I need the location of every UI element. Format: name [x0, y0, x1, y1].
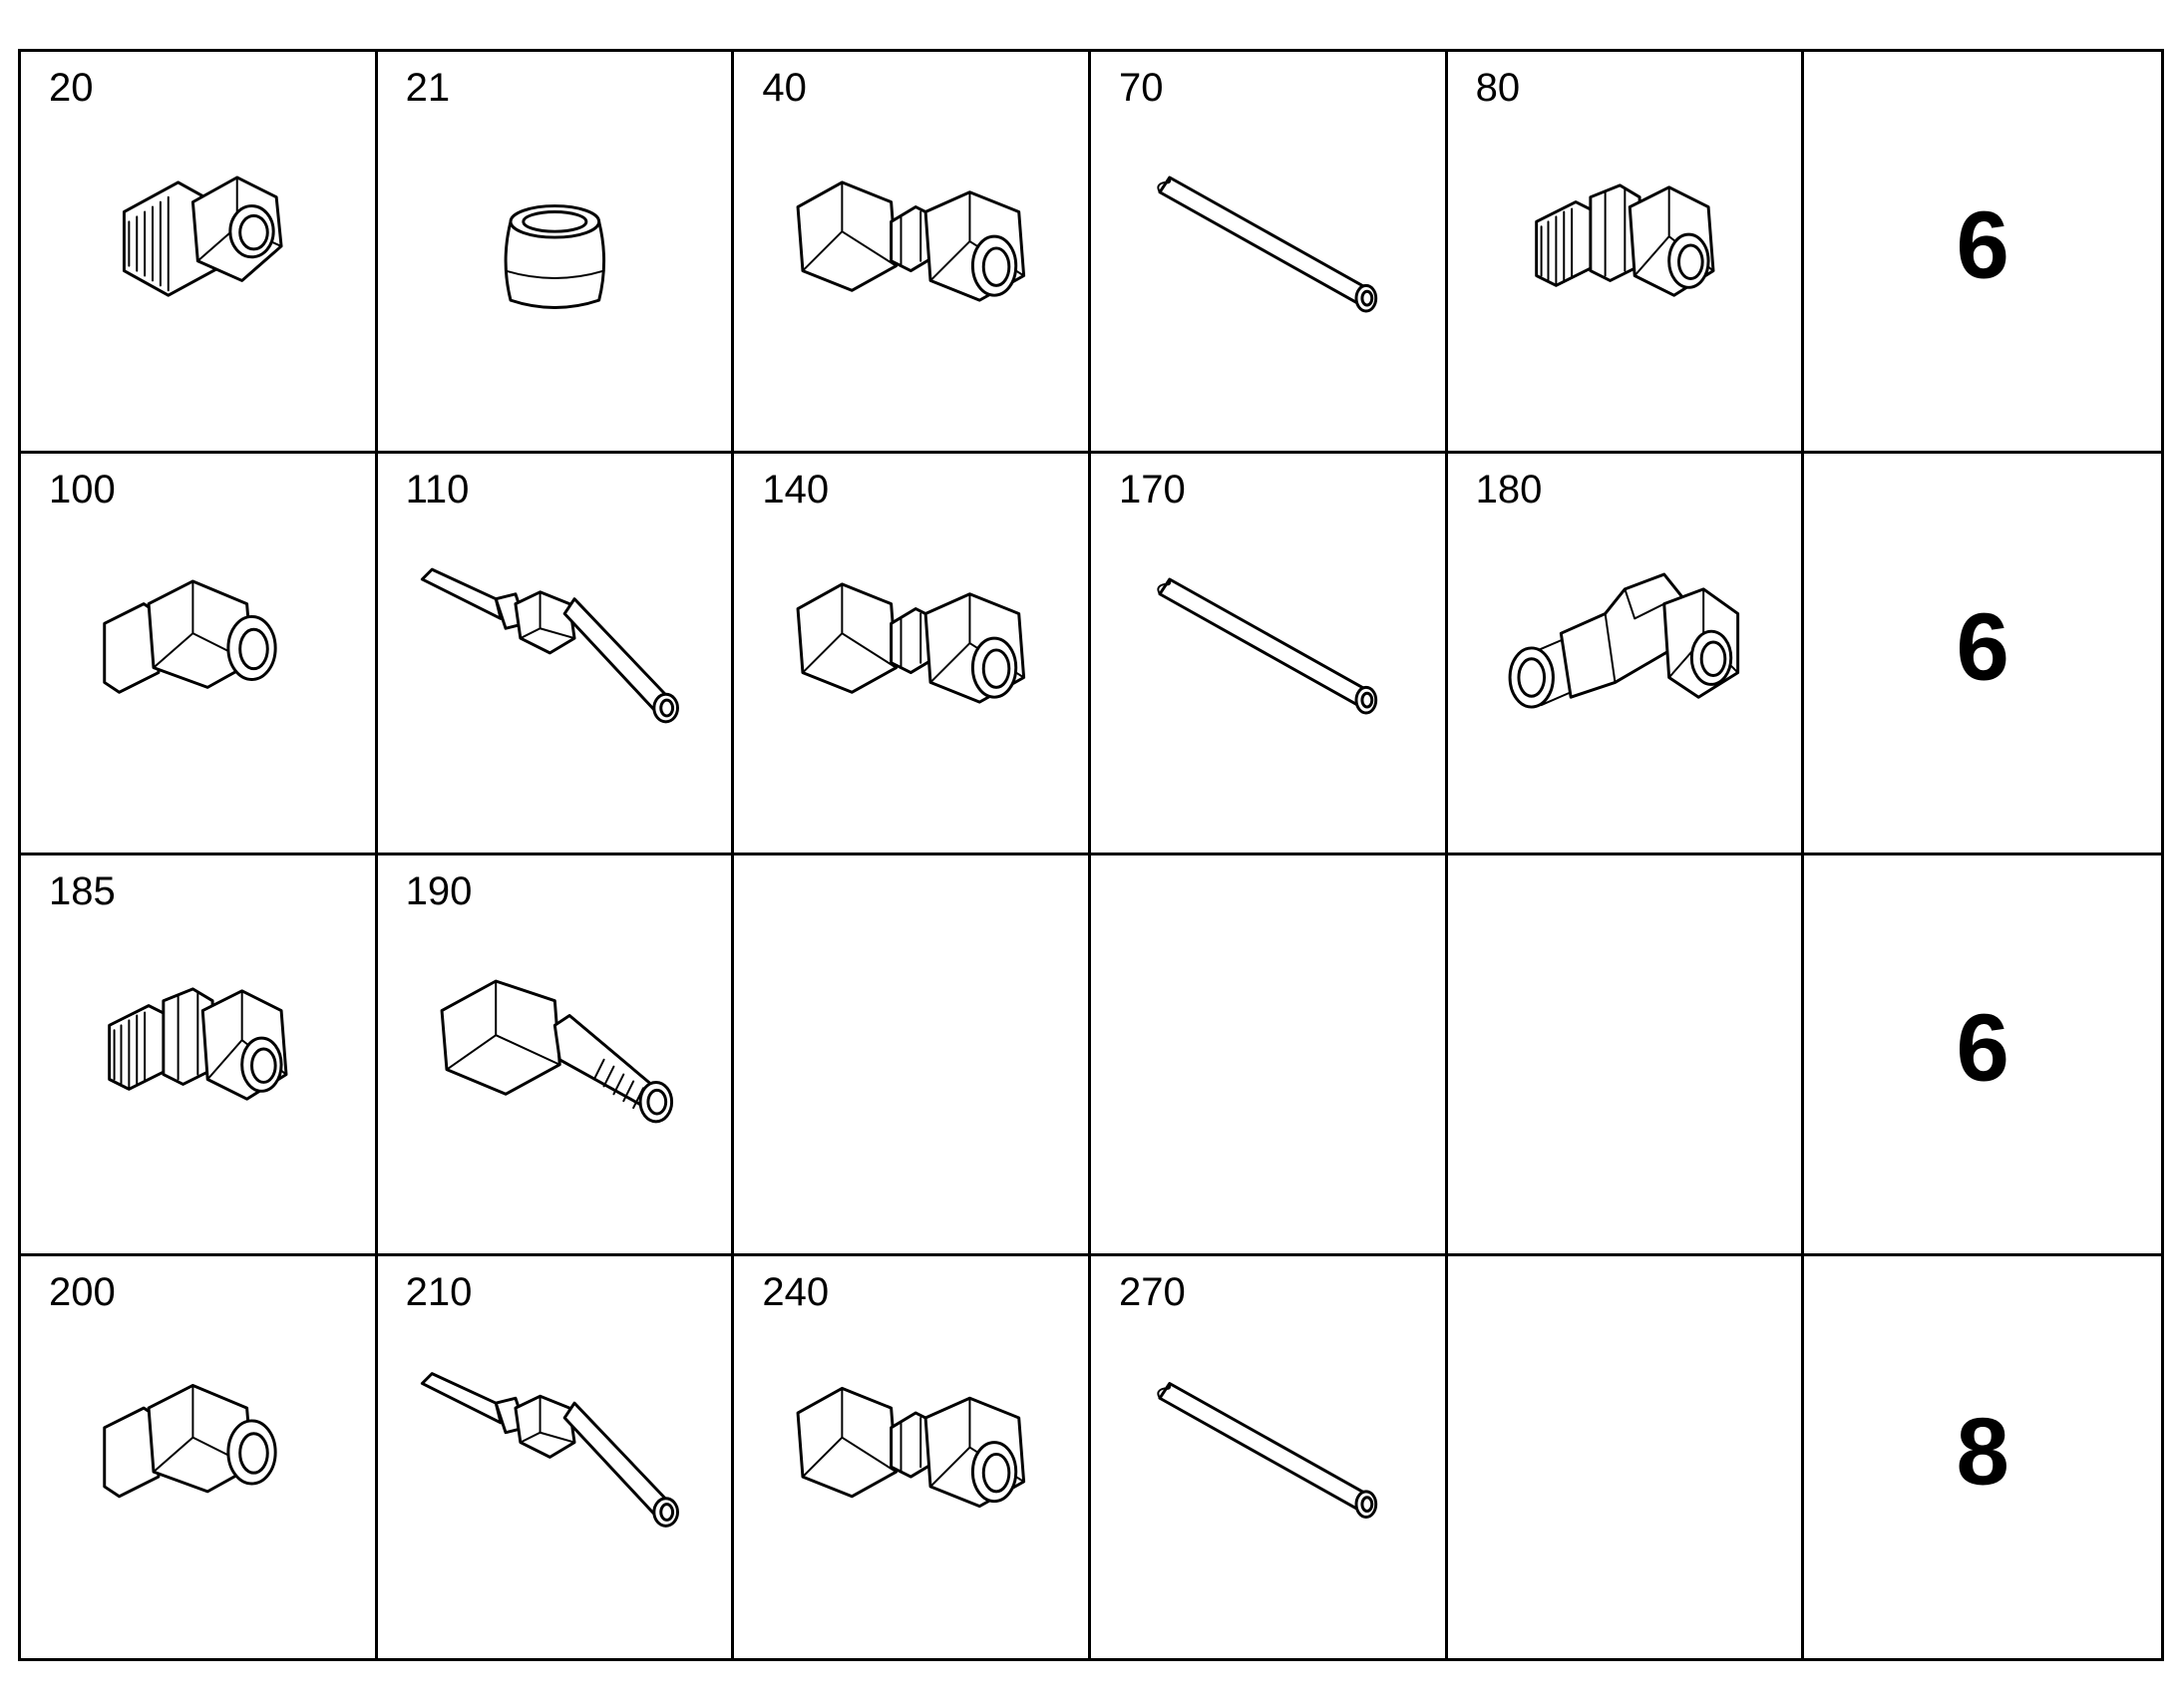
empty-cell — [1091, 855, 1448, 1257]
part-number: 140 — [762, 467, 830, 512]
part-cell — [378, 52, 735, 454]
part-cell — [734, 52, 1091, 454]
part-cell — [21, 454, 378, 855]
nozzle-pipe-icon — [378, 454, 732, 853]
quantity-value: 8 — [1956, 1398, 2009, 1506]
tube-nut-icon — [21, 454, 375, 853]
quantity-cell — [1804, 855, 2161, 1257]
part-number: 200 — [49, 1270, 116, 1315]
part-number: 110 — [405, 467, 470, 512]
tube-icon — [1091, 52, 1445, 451]
part-cell — [1091, 52, 1448, 454]
part-number: 185 — [49, 868, 116, 913]
empty-cell — [734, 855, 1091, 1257]
bulkhead-connector-icon — [21, 855, 375, 1254]
part-cell — [21, 52, 378, 454]
part-number: 40 — [762, 66, 807, 110]
tube-icon — [1091, 1256, 1445, 1658]
part-number: 270 — [1118, 1270, 1186, 1315]
quantity-value: 6 — [1956, 593, 2009, 701]
part-cell — [378, 1256, 735, 1658]
quantity-value: 6 — [1956, 994, 2009, 1102]
part-cell — [1091, 454, 1448, 855]
part-number: 100 — [49, 467, 116, 512]
part-cell — [734, 454, 1091, 855]
quantity-cell — [1804, 52, 2161, 454]
straight-union-icon — [734, 454, 1088, 853]
part-number: 210 — [405, 1270, 473, 1315]
quantity-cell — [1804, 454, 2161, 855]
part-number: 21 — [405, 66, 451, 110]
nozzle-pipe-icon — [378, 1256, 732, 1658]
part-number: 170 — [1118, 467, 1186, 512]
part-number: 190 — [405, 868, 473, 913]
part-cell — [21, 855, 378, 1257]
empty-cell — [1448, 855, 1805, 1257]
straight-union-icon — [734, 1256, 1088, 1658]
hex-bolt-icon — [378, 855, 732, 1254]
threaded-plug-icon — [21, 52, 375, 451]
part-number: 240 — [762, 1270, 830, 1315]
quantity-cell — [1804, 1256, 2161, 1658]
quantity-value: 6 — [1956, 191, 2009, 299]
part-number: 180 — [1475, 467, 1543, 512]
part-cell — [1448, 454, 1805, 855]
part-number: 20 — [49, 66, 94, 110]
part-cell — [1448, 52, 1805, 454]
part-number: 70 — [1118, 66, 1164, 110]
parts-grid — [18, 49, 2164, 1661]
tube-nut-icon — [21, 1256, 375, 1658]
empty-cell — [1448, 1256, 1805, 1658]
bulkhead-connector-icon — [1448, 52, 1802, 451]
straight-union-icon — [734, 52, 1088, 451]
part-cell — [21, 1256, 378, 1658]
part-cell — [378, 855, 735, 1257]
tube-icon — [1091, 454, 1445, 853]
part-cell — [734, 1256, 1091, 1658]
part-cell — [1091, 1256, 1448, 1658]
elbow-connector-icon — [1448, 454, 1802, 853]
part-number: 80 — [1475, 66, 1521, 110]
part-cell — [378, 454, 735, 855]
ferrule-ring-icon — [378, 52, 732, 451]
